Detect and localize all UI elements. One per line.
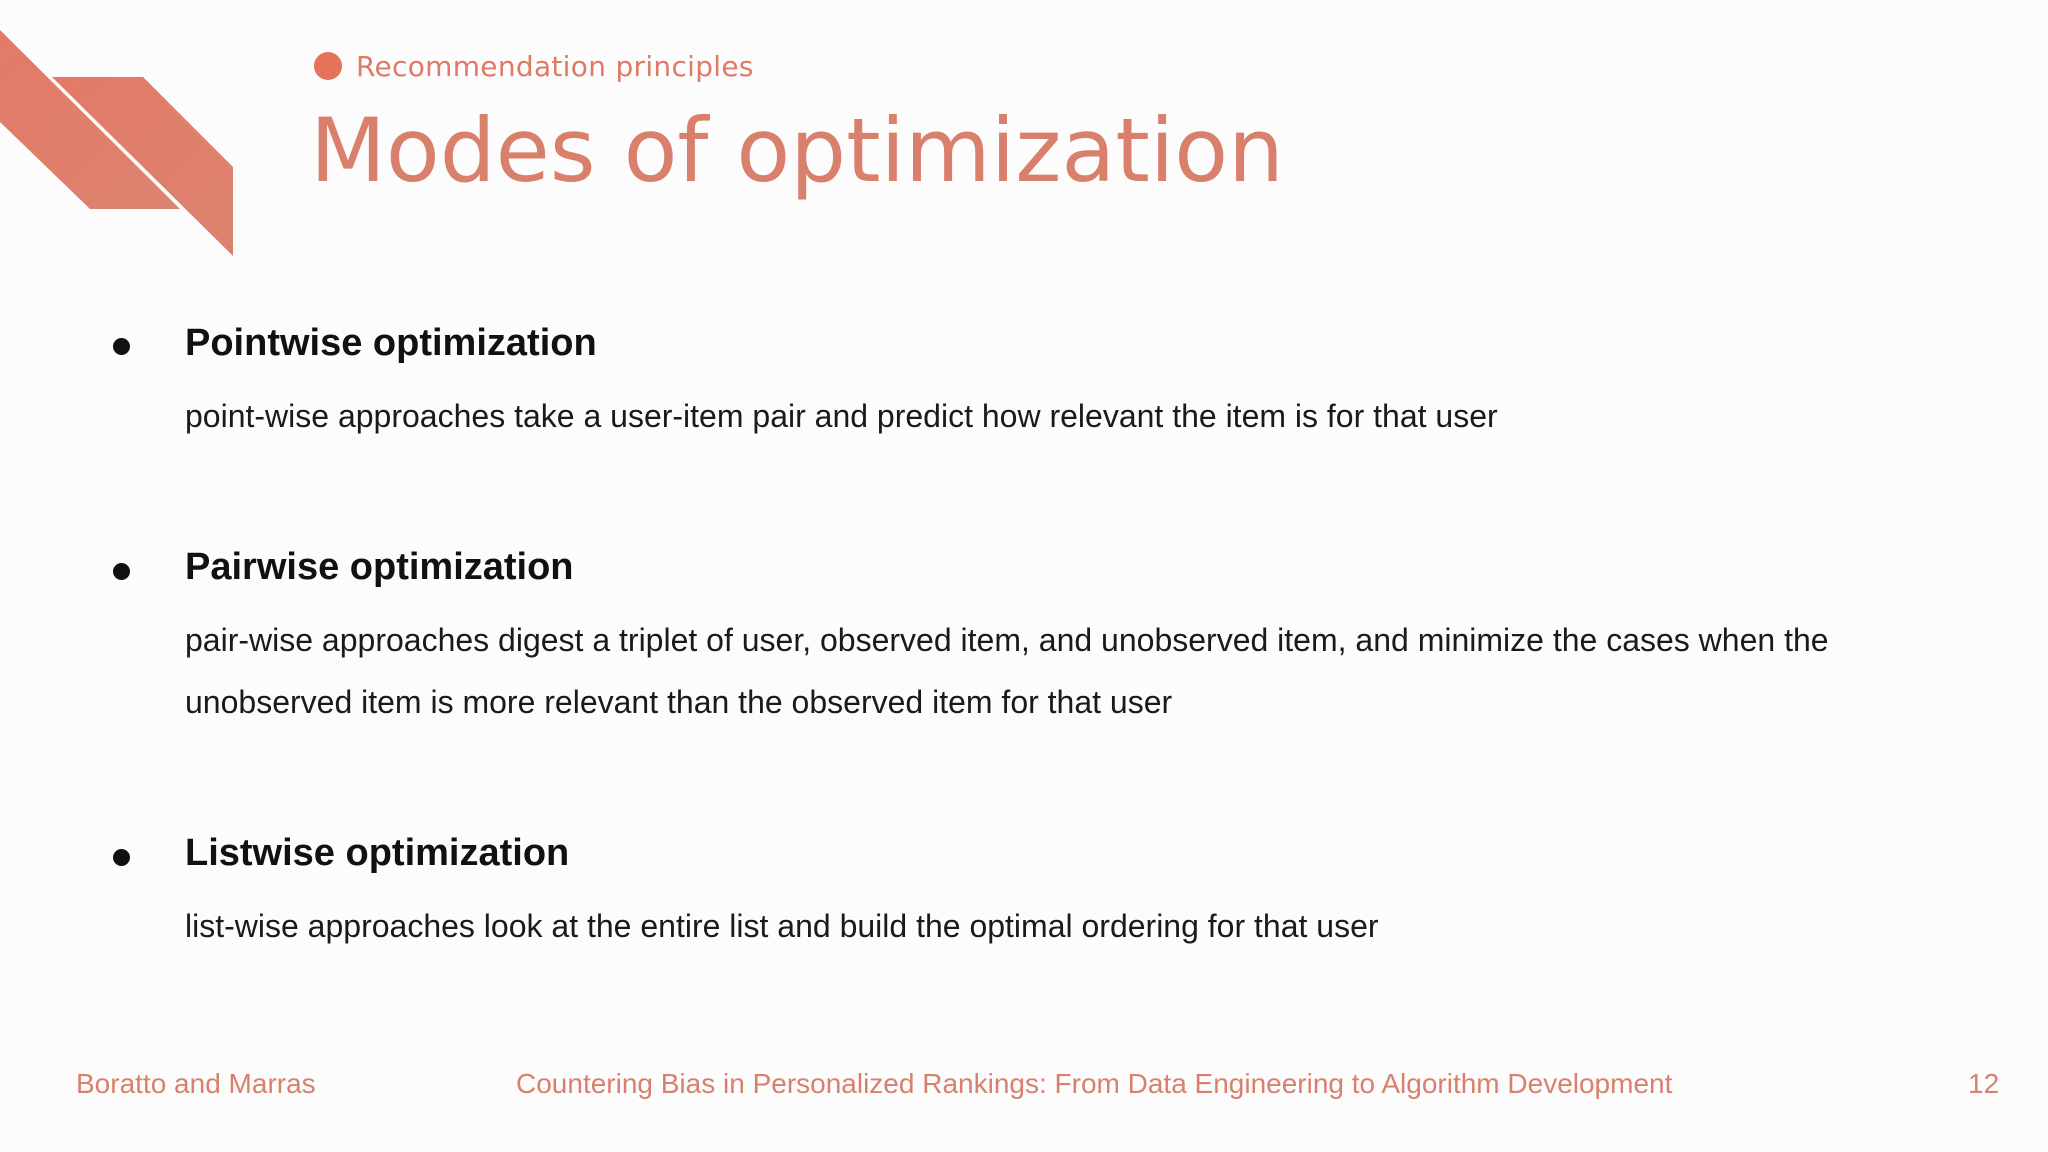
corner-decoration-icon [0,0,240,260]
section-dot-icon [314,52,342,80]
item-description: list-wise approaches look at the entire list and build the optimal ordering for that user [185,908,1379,944]
section-tag [314,44,754,88]
item-description: pair-wise approaches digest a triplet of user, observed item, and unobserved item, and minimize the cases when the unobserved item is more relevant than the observed item for that user [185,622,1829,720]
bullet-icon [113,849,130,866]
slide-title: Modes of optimization [310,99,1284,202]
section-label: Recommendation principles [356,49,754,83]
item-description: point-wise approaches take a user-item pair and predict how relevant the item is for that user [185,398,1498,434]
bullet-icon [113,563,130,580]
item-heading: Pointwise optimization [185,322,597,364]
bullet-icon [113,338,130,355]
item-heading: Listwise optimization [185,832,570,874]
footer-page-number: 12 [1968,1068,2000,1099]
footer-talk-title: Countering Bias in Personalized Rankings: From Data Engineering to Algorithm Development [516,1068,1673,1099]
footer-authors: Boratto and Marras [76,1068,316,1099]
item-heading: Pairwise optimization [185,546,574,588]
